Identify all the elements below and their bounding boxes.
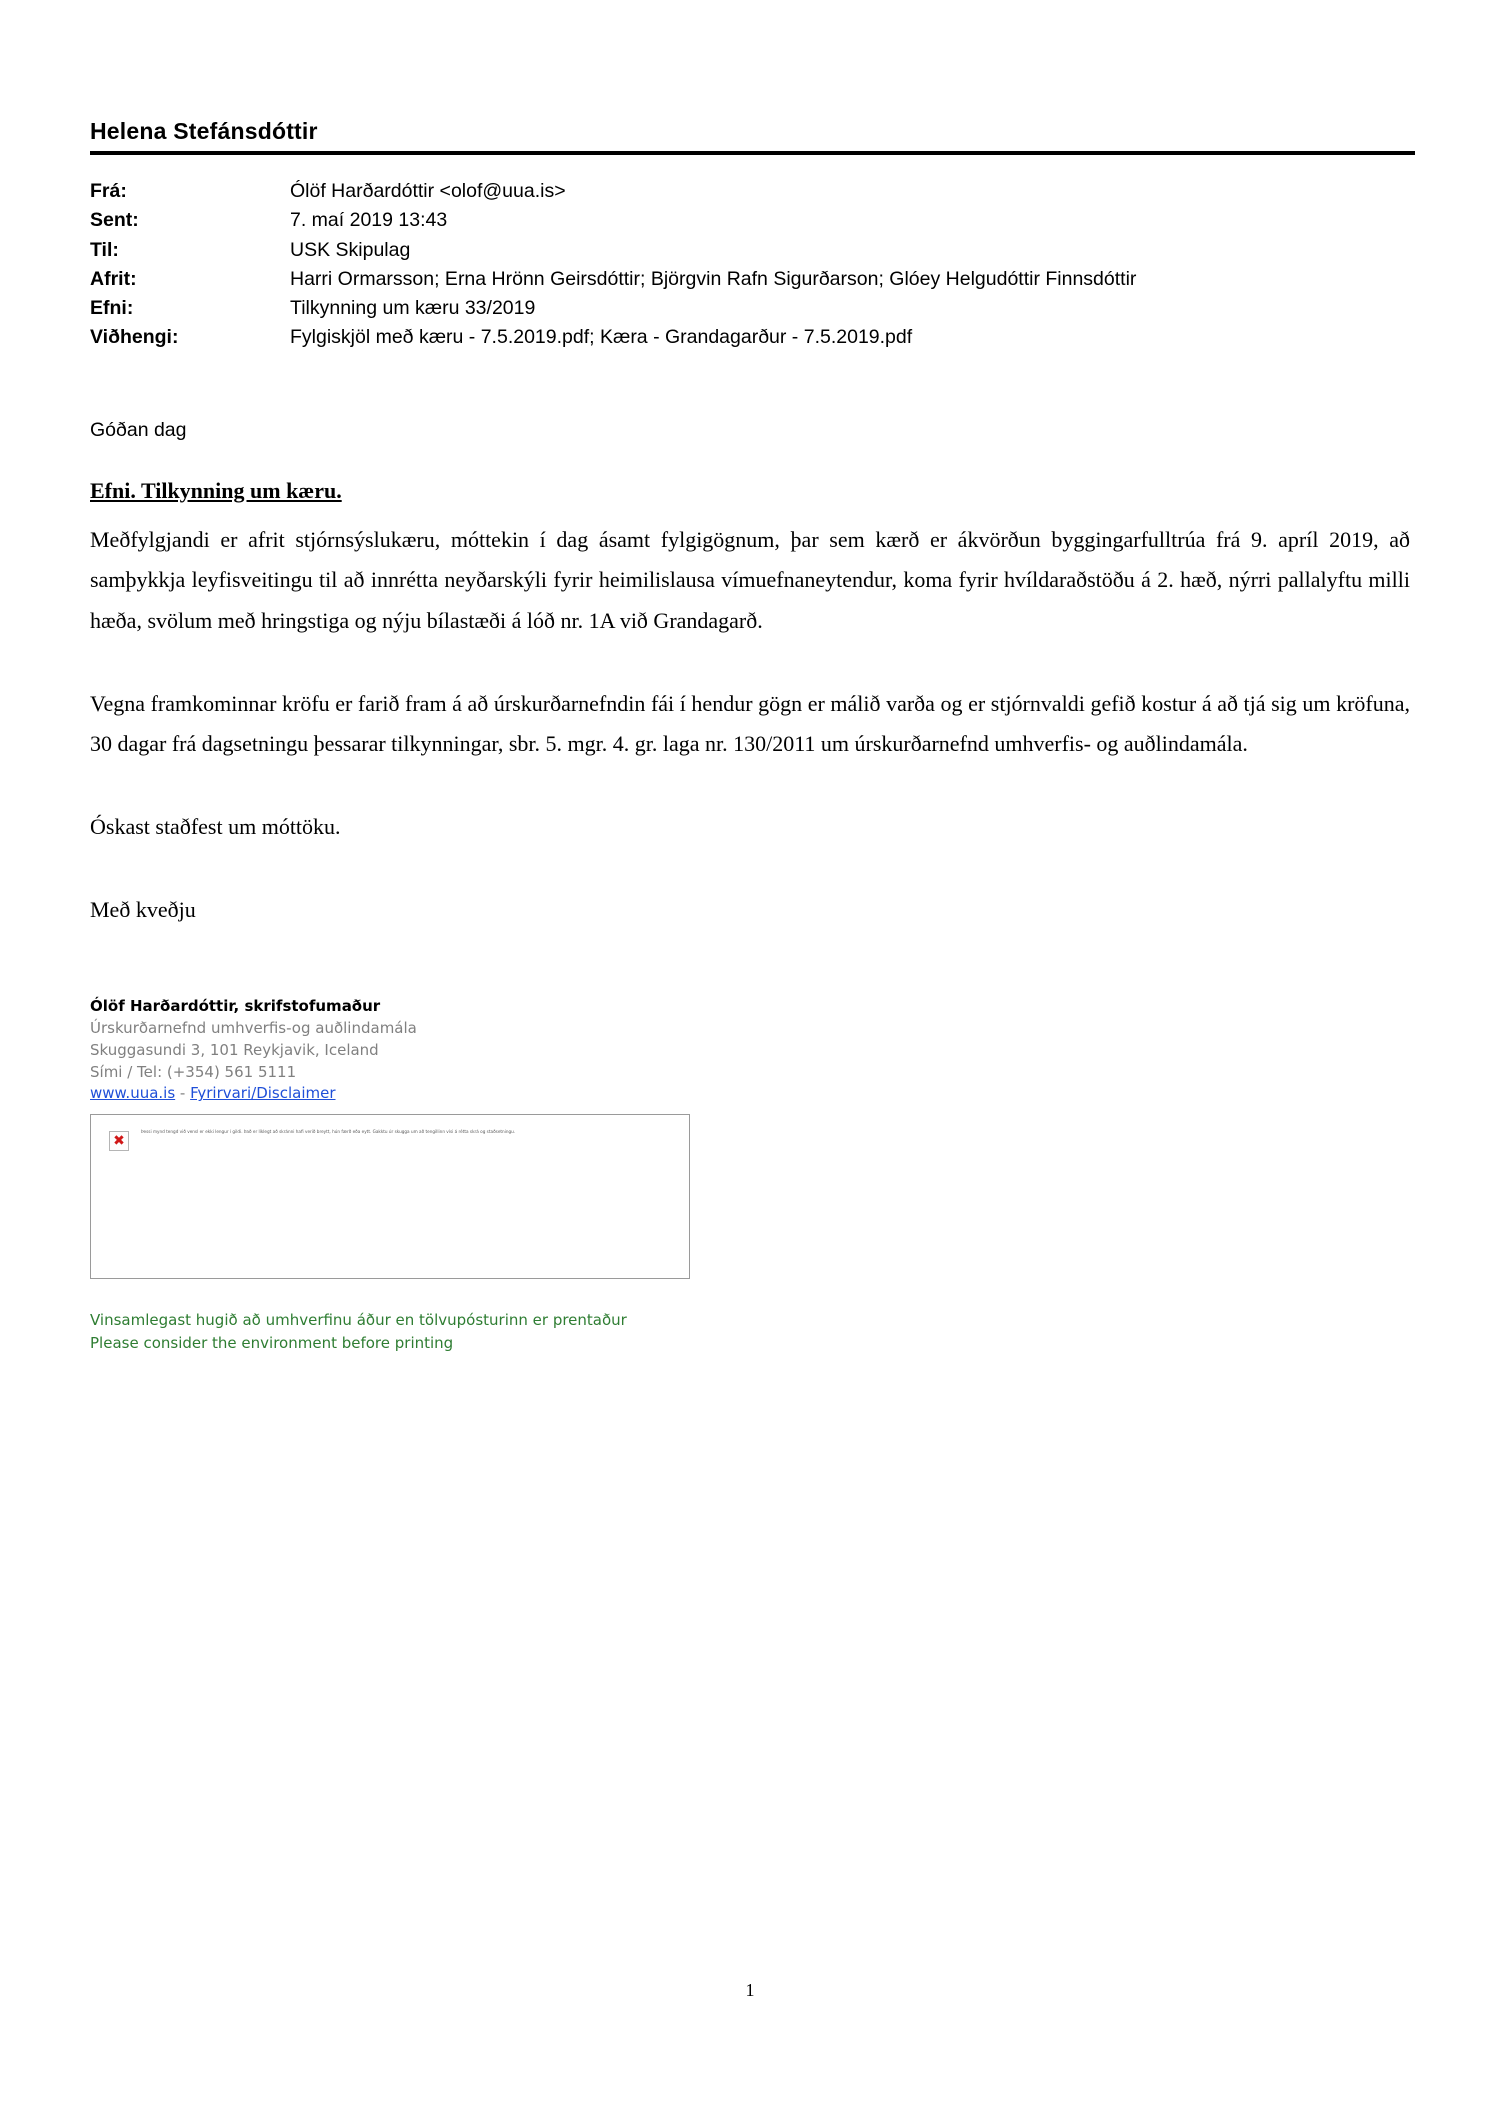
broken-image-glyph: ✖ — [113, 1133, 125, 1150]
header-value-attachments: Fylgiskjöl með kæru - 7.5.2019.pdf; Kæra - Grandagarður - 7.5.2019.pdf — [290, 326, 913, 349]
broken-image-icon — [109, 1131, 129, 1151]
disclaimer-link[interactable]: Fyrirvari/Disclaimer — [190, 1084, 336, 1103]
table-row — [90, 236, 1390, 265]
email-header-table — [90, 177, 1390, 353]
link-separator: - — [175, 1084, 191, 1103]
environment-note-is: Vinsamlegast hugið að umhverfinu áður en tölvupósturinn er prentaður — [90, 1311, 627, 1330]
signature-address: Skuggasundi 3, 101 Reykjavik, Iceland — [90, 1040, 379, 1059]
broken-image-alt-text: Þessi mynd tengd við vensl er ekki lengur í gildi. Það er líklegt að skránni hafi verið breytt, hún færð eða eytt. Gakktu úr skugga um að tengillinn vísi á rétta skrá og staðsetningu. — [141, 1129, 516, 1135]
header-value-from: Ólöf Harðardóttir <olof@uua.is> — [290, 180, 566, 202]
body-paragraph-2: Vegna framkominnar kröfu er farið fram á að úrskurðarnefndin fái í hendur gögn er málið varða og er stjórnvaldi gefið kostur á að tjá sig um kröfuna, 30 dagar frá dagsetningu þessarar tilkynningar, sbr. 5. mgr. 4. gr. laga nr. 130/2011 um úrskurðarnefnd umhverfis- og auðlindamála. — [90, 690, 1410, 757]
signature-phone: Sími / Tel: (+354) 561 5111 — [90, 1062, 297, 1081]
header-label-attachments: Viðhengi: — [90, 326, 179, 349]
header-label-subject: Efni: — [90, 297, 134, 320]
header-value-sent: 7. maí 2019 13:43 — [290, 209, 448, 232]
header-label-from: Frá: — [90, 180, 127, 202]
page-title: Helena Stefánsdóttir — [90, 118, 318, 144]
header-value-cc: Harri Ormarsson; Erna Hrönn Geirsdóttir; Björgvin Rafn Sigurðarson; Glóey Helgudóttir Finnsdóttir — [290, 267, 1137, 290]
table-row — [90, 265, 1390, 294]
closing-text: Með kveðju — [90, 896, 196, 922]
header-label-sent: Sent: — [90, 209, 139, 232]
environment-note-en: Please consider the environment before printing — [90, 1333, 454, 1352]
subject-heading: Efni. Tilkynning um kæru. — [90, 477, 342, 503]
header-value-subject: Tilkynning um kæru 33/2019 — [290, 297, 536, 320]
header-label-cc: Afrit: — [90, 267, 137, 290]
environment-note — [90, 1309, 1410, 1354]
header-label-to: Til: — [90, 238, 119, 261]
signature-links — [90, 1083, 1410, 1105]
page-number: 1 — [745, 1980, 755, 2000]
table-row — [90, 294, 1390, 323]
signature-organization: Úrskurðarnefnd umhverfis-og auðlindamála — [90, 1019, 417, 1038]
table-row — [90, 206, 1390, 235]
header-value-to: USK Skipulag — [290, 238, 411, 261]
body-paragraph-3: Óskast staðfest um móttöku. — [90, 814, 341, 840]
signature-block — [90, 996, 1410, 1354]
greeting-text: Góðan dag — [90, 418, 187, 441]
table-row — [90, 323, 1390, 352]
table-row — [90, 177, 1390, 206]
signature-name: Ólöf Harðardóttir, skrifstofumaður — [90, 997, 381, 1016]
website-link[interactable]: www.uua.is — [90, 1084, 176, 1103]
header-divider — [90, 151, 1415, 155]
broken-image-container — [90, 1114, 690, 1279]
body-paragraph-1: Meðfylgjandi er afrit stjórnsýslukæru, móttekin í dag ásamt fylgigögnum, þar sem kærð er ákvörðun byggingarfulltrúa frá 9. apríl 2019, að samþykkja leyfisveitingu til að innrétta neyðarskýli fyrir heimilislausa vímuefnaneytendur, koma fyrir hvíldaraðstöðu á 2. hæð, nýrri pallalyftu milli hæða, svölum með hringstiga og nýju bílastæði á lóð nr. 1A við Grandagarð. — [90, 526, 1410, 633]
document-content — [90, 118, 1410, 1354]
